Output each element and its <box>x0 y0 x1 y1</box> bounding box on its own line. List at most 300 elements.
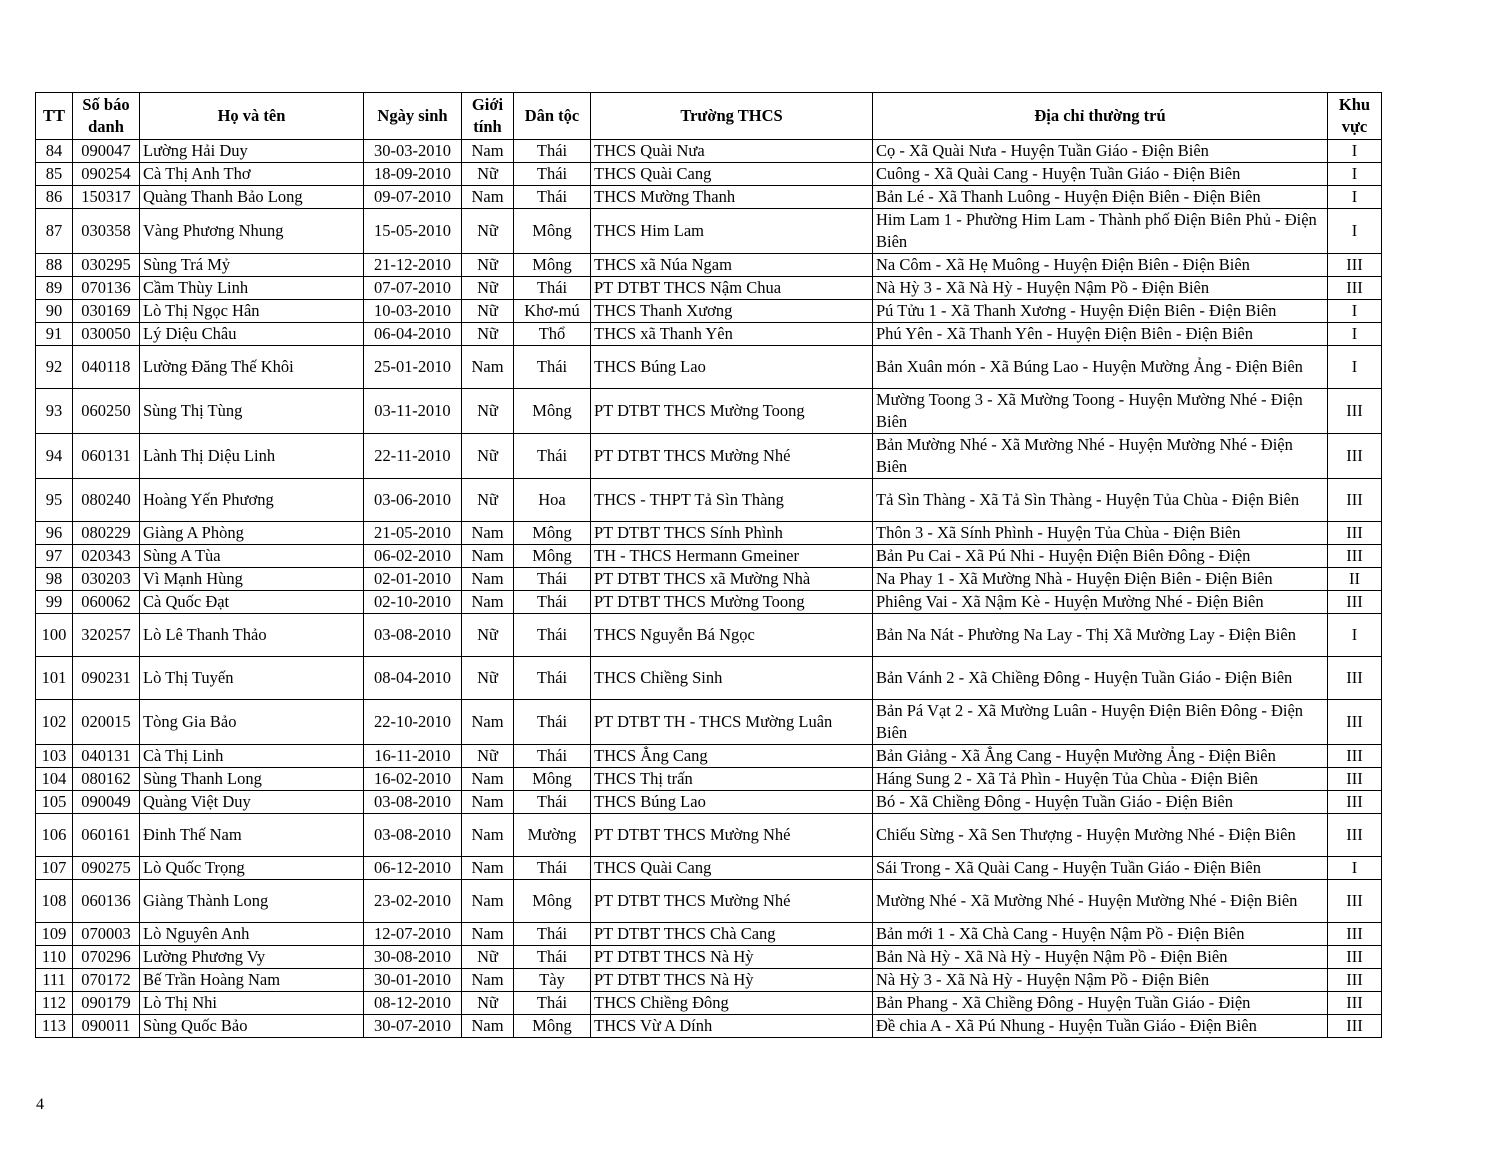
cell-dia-chi: Bản Lé - Xã Thanh Luông - Huyện Điện Biên - Điện Biên <box>873 186 1328 209</box>
cell-gioi-tinh: Nữ <box>462 209 514 254</box>
cell-dan-toc: Thái <box>514 857 591 880</box>
cell-tt: 98 <box>36 568 73 591</box>
cell-tt: 100 <box>36 614 73 657</box>
cell-tt: 88 <box>36 254 73 277</box>
cell-gioi-tinh: Nam <box>462 969 514 992</box>
table-row <box>36 791 1382 814</box>
cell-khu-vuc: I <box>1328 614 1382 657</box>
cell-ho-va-ten: Cà Thị Anh Thơ <box>140 163 364 186</box>
cell-tt: 86 <box>36 186 73 209</box>
cell-ho-va-ten: Lường Hải Duy <box>140 140 364 163</box>
cell-khu-vuc: I <box>1328 323 1382 346</box>
table-row <box>36 300 1382 323</box>
cell-ho-va-ten: Lò Thị Tuyến <box>140 657 364 700</box>
cell-khu-vuc: III <box>1328 923 1382 946</box>
table-row <box>36 946 1382 969</box>
cell-ngay-sinh: 25-01-2010 <box>364 346 462 389</box>
header-ho-va-ten: Họ và tên <box>140 93 364 140</box>
cell-ho-va-ten: Cà Quốc Đạt <box>140 591 364 614</box>
cell-khu-vuc: I <box>1328 163 1382 186</box>
cell-dia-chi: Na Phay 1 - Xã Mường Nhà - Huyện Điện Biên - Điện Biên <box>873 568 1328 591</box>
cell-ngay-sinh: 03-11-2010 <box>364 389 462 434</box>
table-row <box>36 745 1382 768</box>
cell-gioi-tinh: Nữ <box>462 300 514 323</box>
cell-dan-toc: Mông <box>514 209 591 254</box>
cell-truong-thcs: THCS Nguyễn Bá Ngọc <box>591 614 873 657</box>
cell-gioi-tinh: Nam <box>462 545 514 568</box>
cell-ho-va-ten: Vì Mạnh Hùng <box>140 568 364 591</box>
cell-dia-chi: Pú Tửu 1 - Xã Thanh Xương - Huyện Điện Biên - Điện Biên <box>873 300 1328 323</box>
cell-truong-thcs: PT DTBT TH - THCS Mường Luân <box>591 700 873 745</box>
cell-gioi-tinh: Nữ <box>462 254 514 277</box>
cell-dia-chi: Bản mới 1 - Xã Chà Cang - Huyện Nậm Pồ - Điện Biên <box>873 923 1328 946</box>
cell-dia-chi: Bản Xuân món - Xã Búng Lao - Huyện Mường Ảng - Điện Biên <box>873 346 1328 389</box>
cell-tt: 101 <box>36 657 73 700</box>
cell-tt: 113 <box>36 1015 73 1038</box>
cell-ho-va-ten: Lò Nguyên Anh <box>140 923 364 946</box>
table-header-row <box>36 93 1382 140</box>
cell-ngay-sinh: 22-10-2010 <box>364 700 462 745</box>
cell-tt: 95 <box>36 479 73 522</box>
cell-so-bao-danh: 060136 <box>73 880 140 923</box>
table-row <box>36 277 1382 300</box>
cell-ho-va-ten: Sùng Thanh Long <box>140 768 364 791</box>
cell-tt: 111 <box>36 969 73 992</box>
cell-khu-vuc: III <box>1328 434 1382 479</box>
cell-gioi-tinh: Nam <box>462 522 514 545</box>
cell-dan-toc: Thái <box>514 745 591 768</box>
cell-ho-va-ten: Cầm Thùy Linh <box>140 277 364 300</box>
cell-ho-va-ten: Lò Lê Thanh Thảo <box>140 614 364 657</box>
cell-truong-thcs: THCS Quài Cang <box>591 857 873 880</box>
cell-truong-thcs: PT DTBT THCS Chà Cang <box>591 923 873 946</box>
cell-truong-thcs: THCS Him Lam <box>591 209 873 254</box>
cell-khu-vuc: III <box>1328 1015 1382 1038</box>
cell-ho-va-ten: Quàng Việt Duy <box>140 791 364 814</box>
cell-ngay-sinh: 03-06-2010 <box>364 479 462 522</box>
cell-ngay-sinh: 10-03-2010 <box>364 300 462 323</box>
cell-dia-chi: Thôn 3 - Xã Sính Phình - Huyện Tủa Chùa - Điện Biên <box>873 522 1328 545</box>
cell-ngay-sinh: 30-01-2010 <box>364 969 462 992</box>
cell-tt: 96 <box>36 522 73 545</box>
cell-gioi-tinh: Nam <box>462 591 514 614</box>
cell-tt: 112 <box>36 992 73 1015</box>
cell-tt: 110 <box>36 946 73 969</box>
cell-ho-va-ten: Lò Thị Ngọc Hân <box>140 300 364 323</box>
cell-ho-va-ten: Giàng Thành Long <box>140 880 364 923</box>
cell-truong-thcs: PT DTBT THCS Mường Nhé <box>591 814 873 857</box>
cell-ho-va-ten: Vàng Phương Nhung <box>140 209 364 254</box>
cell-tt: 104 <box>36 768 73 791</box>
cell-ngay-sinh: 08-12-2010 <box>364 992 462 1015</box>
cell-dia-chi: Bó - Xã Chiềng Đông - Huyện Tuần Giáo - Điện Biên <box>873 791 1328 814</box>
cell-gioi-tinh: Nam <box>462 857 514 880</box>
cell-dan-toc: Thổ <box>514 323 591 346</box>
cell-so-bao-danh: 090254 <box>73 163 140 186</box>
table-row <box>36 389 1382 434</box>
cell-gioi-tinh: Nữ <box>462 614 514 657</box>
cell-gioi-tinh: Nữ <box>462 323 514 346</box>
cell-dan-toc: Thái <box>514 614 591 657</box>
cell-truong-thcs: TH - THCS Hermann Gmeiner <box>591 545 873 568</box>
cell-ho-va-ten: Hoàng Yến Phương <box>140 479 364 522</box>
cell-khu-vuc: III <box>1328 254 1382 277</box>
cell-truong-thcs: PT DTBT THCS Mường Nhé <box>591 434 873 479</box>
cell-truong-thcs: THCS Chiềng Sinh <box>591 657 873 700</box>
cell-gioi-tinh: Nam <box>462 880 514 923</box>
cell-gioi-tinh: Nữ <box>462 946 514 969</box>
cell-dan-toc: Thái <box>514 163 591 186</box>
cell-truong-thcs: THCS - THPT Tả Sìn Thàng <box>591 479 873 522</box>
table-row <box>36 923 1382 946</box>
cell-so-bao-danh: 060131 <box>73 434 140 479</box>
table-row <box>36 186 1382 209</box>
cell-so-bao-danh: 090275 <box>73 857 140 880</box>
table-row <box>36 209 1382 254</box>
table-row <box>36 969 1382 992</box>
cell-gioi-tinh: Nam <box>462 768 514 791</box>
cell-dia-chi: Nà Hỳ 3 - Xã Nà Hỳ - Huyện Nậm Pồ - Điện Biên <box>873 969 1328 992</box>
cell-so-bao-danh: 070172 <box>73 969 140 992</box>
cell-tt: 102 <box>36 700 73 745</box>
cell-ngay-sinh: 30-03-2010 <box>364 140 462 163</box>
cell-ho-va-ten: Giàng A Phòng <box>140 522 364 545</box>
cell-ngay-sinh: 15-05-2010 <box>364 209 462 254</box>
cell-dia-chi: Him Lam 1 - Phường Him Lam - Thành phố Điện Biên Phủ - Điện Biên <box>873 209 1328 254</box>
cell-khu-vuc: III <box>1328 768 1382 791</box>
cell-dia-chi: Đề chia A - Xã Pú Nhung - Huyện Tuần Giáo - Điện Biên <box>873 1015 1328 1038</box>
cell-truong-thcs: PT DTBT THCS Nà Hỳ <box>591 946 873 969</box>
cell-dia-chi: Háng Sung 2 - Xã Tả Phìn - Huyện Tủa Chùa - Điện Biên <box>873 768 1328 791</box>
cell-khu-vuc: III <box>1328 946 1382 969</box>
cell-dia-chi: Bản Vánh 2 - Xã Chiềng Đông - Huyện Tuần Giáo - Điện Biên <box>873 657 1328 700</box>
cell-gioi-tinh: Nữ <box>462 277 514 300</box>
cell-so-bao-danh: 060250 <box>73 389 140 434</box>
cell-dan-toc: Mông <box>514 522 591 545</box>
table-row <box>36 254 1382 277</box>
cell-ngay-sinh: 21-12-2010 <box>364 254 462 277</box>
cell-dan-toc: Mông <box>514 1015 591 1038</box>
cell-ngay-sinh: 06-12-2010 <box>364 857 462 880</box>
table-row <box>36 140 1382 163</box>
cell-truong-thcs: PT DTBT THCS Sính Phình <box>591 522 873 545</box>
cell-gioi-tinh: Nam <box>462 1015 514 1038</box>
cell-ngay-sinh: 23-02-2010 <box>364 880 462 923</box>
cell-khu-vuc: III <box>1328 992 1382 1015</box>
table-row <box>36 568 1382 591</box>
cell-khu-vuc: III <box>1328 277 1382 300</box>
cell-dia-chi: Sái Trong - Xã Quài Cang - Huyện Tuần Giáo - Điện Biên <box>873 857 1328 880</box>
table-row <box>36 700 1382 745</box>
cell-dia-chi: Phiêng Vai - Xã Nậm Kè - Huyện Mường Nhé - Điện Biên <box>873 591 1328 614</box>
cell-so-bao-danh: 090047 <box>73 140 140 163</box>
table-row <box>36 1015 1382 1038</box>
header-so-bao-danh: Số báo danh <box>73 93 140 140</box>
cell-dan-toc: Thái <box>514 700 591 745</box>
cell-tt: 91 <box>36 323 73 346</box>
cell-gioi-tinh: Nam <box>462 186 514 209</box>
cell-dan-toc: Mông <box>514 389 591 434</box>
cell-so-bao-danh: 070296 <box>73 946 140 969</box>
student-list-sheet <box>35 92 1382 1038</box>
table-row <box>36 657 1382 700</box>
cell-truong-thcs: PT DTBT THCS Mường Toong <box>591 591 873 614</box>
cell-dan-toc: Khơ-mú <box>514 300 591 323</box>
cell-ngay-sinh: 03-08-2010 <box>364 614 462 657</box>
cell-so-bao-danh: 040131 <box>73 745 140 768</box>
table-row <box>36 434 1382 479</box>
cell-truong-thcs: PT DTBT THCS Mường Toong <box>591 389 873 434</box>
header-dan-toc: Dân tộc <box>514 93 591 140</box>
cell-ngay-sinh: 12-07-2010 <box>364 923 462 946</box>
table-row <box>36 768 1382 791</box>
cell-so-bao-danh: 030050 <box>73 323 140 346</box>
cell-ho-va-ten: Sùng Quốc Bảo <box>140 1015 364 1038</box>
cell-so-bao-danh: 030295 <box>73 254 140 277</box>
cell-ngay-sinh: 03-08-2010 <box>364 814 462 857</box>
cell-ho-va-ten: Lý Diệu Châu <box>140 323 364 346</box>
cell-ho-va-ten: Lò Thị Nhi <box>140 992 364 1015</box>
cell-dan-toc: Mường <box>514 814 591 857</box>
cell-ho-va-ten: Sùng Thị Tùng <box>140 389 364 434</box>
cell-khu-vuc: III <box>1328 545 1382 568</box>
cell-truong-thcs: THCS xã Thanh Yên <box>591 323 873 346</box>
cell-gioi-tinh: Nam <box>462 568 514 591</box>
header-ngay-sinh: Ngày sinh <box>364 93 462 140</box>
cell-so-bao-danh: 150317 <box>73 186 140 209</box>
table-row <box>36 614 1382 657</box>
cell-truong-thcs: THCS Ẳng Cang <box>591 745 873 768</box>
cell-dia-chi: Nà Hỳ 3 - Xã Nà Hỳ - Huyện Nậm Pồ - Điện Biên <box>873 277 1328 300</box>
cell-gioi-tinh: Nam <box>462 140 514 163</box>
cell-gioi-tinh: Nữ <box>462 389 514 434</box>
header-truong-thcs: Trường THCS <box>591 93 873 140</box>
cell-tt: 108 <box>36 880 73 923</box>
cell-ngay-sinh: 02-10-2010 <box>364 591 462 614</box>
cell-truong-thcs: PT DTBT THCS Mường Nhé <box>591 880 873 923</box>
cell-so-bao-danh: 090011 <box>73 1015 140 1038</box>
table-row <box>36 591 1382 614</box>
cell-so-bao-danh: 080240 <box>73 479 140 522</box>
cell-khu-vuc: I <box>1328 300 1382 323</box>
cell-so-bao-danh: 070003 <box>73 923 140 946</box>
cell-so-bao-danh: 080229 <box>73 522 140 545</box>
cell-tt: 109 <box>36 923 73 946</box>
cell-tt: 90 <box>36 300 73 323</box>
cell-ngay-sinh: 30-08-2010 <box>364 946 462 969</box>
cell-tt: 99 <box>36 591 73 614</box>
table-row <box>36 857 1382 880</box>
cell-khu-vuc: III <box>1328 745 1382 768</box>
cell-dia-chi: Na Côm - Xã Hẹ Muông - Huyện Điện Biên - Điện Biên <box>873 254 1328 277</box>
cell-ngay-sinh: 09-07-2010 <box>364 186 462 209</box>
cell-dan-toc: Thái <box>514 568 591 591</box>
cell-dan-toc: Thái <box>514 591 591 614</box>
cell-so-bao-danh: 080162 <box>73 768 140 791</box>
cell-tt: 103 <box>36 745 73 768</box>
table-row <box>36 346 1382 389</box>
cell-tt: 94 <box>36 434 73 479</box>
cell-khu-vuc: III <box>1328 657 1382 700</box>
cell-so-bao-danh: 020343 <box>73 545 140 568</box>
header-khu-vuc: Khu vực <box>1328 93 1382 140</box>
cell-khu-vuc: III <box>1328 522 1382 545</box>
cell-gioi-tinh: Nam <box>462 923 514 946</box>
cell-dan-toc: Thái <box>514 946 591 969</box>
cell-dia-chi: Bản Pá Vạt 2 - Xã Mường Luân - Huyện Điện Biên Đông - Điện Biên <box>873 700 1328 745</box>
cell-dan-toc: Thái <box>514 140 591 163</box>
table-row <box>36 163 1382 186</box>
cell-ngay-sinh: 16-11-2010 <box>364 745 462 768</box>
cell-so-bao-danh: 090231 <box>73 657 140 700</box>
cell-khu-vuc: II <box>1328 568 1382 591</box>
cell-khu-vuc: III <box>1328 969 1382 992</box>
cell-tt: 87 <box>36 209 73 254</box>
cell-dia-chi: Bản Mường Nhé - Xã Mường Nhé - Huyện Mường Nhé - Điện Biên <box>873 434 1328 479</box>
cell-khu-vuc: III <box>1328 814 1382 857</box>
cell-gioi-tinh: Nam <box>462 814 514 857</box>
cell-so-bao-danh: 030358 <box>73 209 140 254</box>
table-row <box>36 522 1382 545</box>
page-number: 4 <box>36 1096 44 1113</box>
cell-tt: 106 <box>36 814 73 857</box>
cell-khu-vuc: III <box>1328 880 1382 923</box>
cell-so-bao-danh: 320257 <box>73 614 140 657</box>
cell-dan-toc: Tày <box>514 969 591 992</box>
table-row <box>36 814 1382 857</box>
cell-ho-va-ten: Cà Thị Linh <box>140 745 364 768</box>
cell-ngay-sinh: 16-02-2010 <box>364 768 462 791</box>
table-row <box>36 479 1382 522</box>
cell-dan-toc: Thái <box>514 992 591 1015</box>
cell-truong-thcs: THCS Vừ A Dính <box>591 1015 873 1038</box>
cell-so-bao-danh: 030203 <box>73 568 140 591</box>
cell-khu-vuc: III <box>1328 591 1382 614</box>
cell-gioi-tinh: Nữ <box>462 657 514 700</box>
cell-so-bao-danh: 090179 <box>73 992 140 1015</box>
cell-ngay-sinh: 22-11-2010 <box>364 434 462 479</box>
cell-tt: 107 <box>36 857 73 880</box>
cell-gioi-tinh: Nam <box>462 346 514 389</box>
cell-dia-chi: Bản Nà Hỳ - Xã Nà Hỳ - Huyện Nậm Pồ - Điện Biên <box>873 946 1328 969</box>
table-row <box>36 323 1382 346</box>
cell-dia-chi: Phú Yên - Xã Thanh Yên - Huyện Điện Biên - Điện Biên <box>873 323 1328 346</box>
cell-dia-chi: Mường Nhé - Xã Mường Nhé - Huyện Mường Nhé - Điện Biên <box>873 880 1328 923</box>
cell-ngay-sinh: 30-07-2010 <box>364 1015 462 1038</box>
cell-khu-vuc: I <box>1328 857 1382 880</box>
cell-ho-va-ten: Bế Trần Hoàng Nam <box>140 969 364 992</box>
cell-dia-chi: Cọ - Xã Quài Nưa - Huyện Tuần Giáo - Điện Biên <box>873 140 1328 163</box>
cell-khu-vuc: I <box>1328 209 1382 254</box>
cell-so-bao-danh: 060062 <box>73 591 140 614</box>
cell-ngay-sinh: 21-05-2010 <box>364 522 462 545</box>
cell-dia-chi: Bản Giảng - Xã Ẳng Cang - Huyện Mường Ảng - Điện Biên <box>873 745 1328 768</box>
cell-dia-chi: Bản Na Nát - Phường Na Lay - Thị Xã Mường Lay - Điện Biên <box>873 614 1328 657</box>
cell-truong-thcs: THCS Chiềng Đông <box>591 992 873 1015</box>
cell-so-bao-danh: 020015 <box>73 700 140 745</box>
cell-dan-toc: Mông <box>514 768 591 791</box>
cell-dan-toc: Thái <box>514 186 591 209</box>
cell-tt: 84 <box>36 140 73 163</box>
cell-truong-thcs: THCS Búng Lao <box>591 791 873 814</box>
cell-ngay-sinh: 03-08-2010 <box>364 791 462 814</box>
cell-tt: 85 <box>36 163 73 186</box>
cell-ngay-sinh: 06-02-2010 <box>364 545 462 568</box>
cell-khu-vuc: III <box>1328 700 1382 745</box>
cell-gioi-tinh: Nữ <box>462 434 514 479</box>
cell-dia-chi: Bản Pu Cai - Xã Pú Nhi - Huyện Điện Biên Đông - Điện <box>873 545 1328 568</box>
cell-ngay-sinh: 07-07-2010 <box>364 277 462 300</box>
cell-ho-va-ten: Lường Đăng Thế Khôi <box>140 346 364 389</box>
cell-ho-va-ten: Sùng A Tùa <box>140 545 364 568</box>
cell-ngay-sinh: 18-09-2010 <box>364 163 462 186</box>
cell-so-bao-danh: 040118 <box>73 346 140 389</box>
cell-dan-toc: Thái <box>514 346 591 389</box>
cell-truong-thcs: THCS Búng Lao <box>591 346 873 389</box>
cell-ngay-sinh: 02-01-2010 <box>364 568 462 591</box>
table-row <box>36 992 1382 1015</box>
table-body <box>36 140 1382 1038</box>
cell-truong-thcs: PT DTBT THCS Nà Hỳ <box>591 969 873 992</box>
cell-so-bao-danh: 070136 <box>73 277 140 300</box>
table-row <box>36 880 1382 923</box>
cell-dia-chi: Chiếu Sừng - Xã Sen Thượng - Huyện Mường Nhé - Điện Biên <box>873 814 1328 857</box>
cell-tt: 105 <box>36 791 73 814</box>
cell-ho-va-ten: Lò Quốc Trọng <box>140 857 364 880</box>
cell-khu-vuc: I <box>1328 140 1382 163</box>
cell-ho-va-ten: Đinh Thế Nam <box>140 814 364 857</box>
cell-ngay-sinh: 08-04-2010 <box>364 657 462 700</box>
header-tt: TT <box>36 93 73 140</box>
cell-truong-thcs: THCS Thanh Xương <box>591 300 873 323</box>
cell-khu-vuc: III <box>1328 389 1382 434</box>
cell-so-bao-danh: 030169 <box>73 300 140 323</box>
cell-dan-toc: Thái <box>514 657 591 700</box>
cell-ho-va-ten: Sùng Trá Mỷ <box>140 254 364 277</box>
cell-gioi-tinh: Nữ <box>462 745 514 768</box>
cell-ho-va-ten: Lành Thị Diệu Linh <box>140 434 364 479</box>
cell-truong-thcs: PT DTBT THCS xã Mường Nhà <box>591 568 873 591</box>
cell-dan-toc: Mông <box>514 880 591 923</box>
cell-dan-toc: Mông <box>514 545 591 568</box>
table-row <box>36 545 1382 568</box>
cell-khu-vuc: I <box>1328 186 1382 209</box>
cell-so-bao-danh: 090049 <box>73 791 140 814</box>
cell-dan-toc: Thái <box>514 923 591 946</box>
cell-truong-thcs: THCS Mường Thanh <box>591 186 873 209</box>
cell-dia-chi: Bản Phang - Xã Chiềng Đông - Huyện Tuần Giáo - Điện <box>873 992 1328 1015</box>
cell-khu-vuc: I <box>1328 346 1382 389</box>
cell-tt: 93 <box>36 389 73 434</box>
cell-gioi-tinh: Nam <box>462 700 514 745</box>
cell-truong-thcs: THCS Quài Cang <box>591 163 873 186</box>
cell-gioi-tinh: Nam <box>462 791 514 814</box>
cell-dan-toc: Mông <box>514 254 591 277</box>
cell-ngay-sinh: 06-04-2010 <box>364 323 462 346</box>
cell-gioi-tinh: Nữ <box>462 479 514 522</box>
cell-ho-va-ten: Tòng Gia Bảo <box>140 700 364 745</box>
cell-tt: 92 <box>36 346 73 389</box>
cell-dia-chi: Cuông - Xã Quài Cang - Huyện Tuần Giáo - Điện Biên <box>873 163 1328 186</box>
cell-dan-toc: Thái <box>514 791 591 814</box>
cell-truong-thcs: THCS Thị trấn <box>591 768 873 791</box>
cell-dia-chi: Tả Sìn Thàng - Xã Tả Sìn Thàng - Huyện Tủa Chùa - Điện Biên <box>873 479 1328 522</box>
cell-dan-toc: Hoa <box>514 479 591 522</box>
cell-truong-thcs: THCS xã Núa Ngam <box>591 254 873 277</box>
cell-ho-va-ten: Quàng Thanh Bảo Long <box>140 186 364 209</box>
cell-so-bao-danh: 060161 <box>73 814 140 857</box>
cell-dan-toc: Thái <box>514 277 591 300</box>
